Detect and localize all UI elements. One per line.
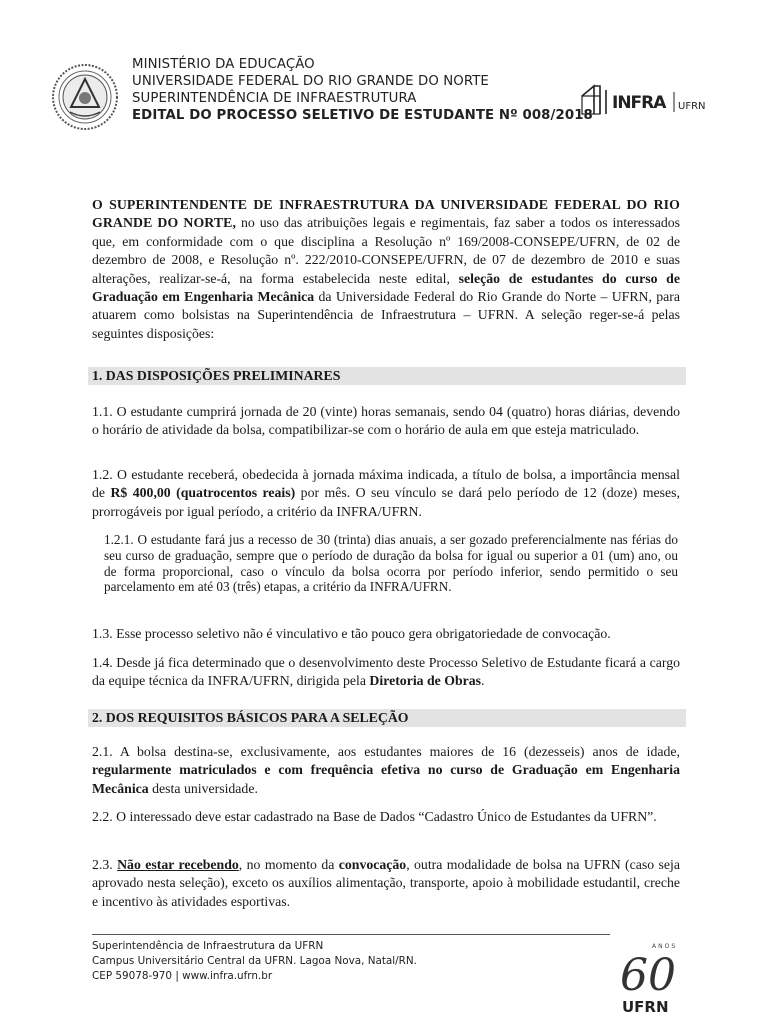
paragraph-2-3-not-receiving-underline: Não estar recebendo <box>117 857 239 872</box>
paragraph-1-1: 1.1. O estudante cumprirá jornada de 20 (vinte) horas semanais, sendo 04 (quatro) horas diárias, devendo o horário de atividade da bolsa, compatibilizar-se com o horário de aula em que esteja matriculado. <box>92 404 680 438</box>
intro-lead: O SUPERINTENDENTE DE INFRAESTRUTURA DA UNIVERSIDADE FEDERAL DO RIO GRANDE DO NORTE, <box>92 197 680 231</box>
paragraph-1-2 <box>92 466 680 521</box>
paragraph-1-4-text-a: 1.4. Desde já fica determinado que o desenvolvimento deste Processo Seletivo de Estudante ficará a cargo da equipe técnica da INFRA/UFRN, dirigida pela <box>92 655 680 689</box>
footer-line-2: Campus Universitário Central da UFRN. Lagoa Nova, Natal/RN. <box>92 955 417 967</box>
anos-label: ANOS <box>652 943 678 950</box>
paragraph-1-4-directorate: Diretoria de Obras <box>369 673 482 689</box>
paragraph-2-3-text-c: , no momento da <box>238 857 339 872</box>
paragraph-2-1-text-a: 2.1. A bolsa destina-se, exclusivamente, aos estudantes maiores de 16 (dezesseis) anos de idade, <box>92 744 680 759</box>
intro-text-1: no uso das atribuições legais e regimentais, faz saber a todos os interessados que, em conformidade com o que disciplina a Resolução nº 169/2008-CONSEPE/UFRN, de 02 de dezembro de 2008, e Resolução nº. 222/2010-CONSEPE/UFRN, de 07 de dezembro de 2010 e suas alterações, realizar-se-á, na forma estabelecida neste edital, <box>92 215 680 286</box>
paragraph-1-2-text-c: por mês. O seu vínculo se dará pelo período de 12 (doze) meses, prorrogáveis por igual período, a critério da INFRA/UFRN. <box>92 485 680 519</box>
infra-logo <box>580 82 712 118</box>
paragraph-2-3 <box>92 856 680 911</box>
header-ministry: MINISTÉRIO DA EDUCAÇÃO <box>132 57 315 72</box>
infra-logo-ufrn-text: UFRN <box>678 101 706 112</box>
paragraph-2-1 <box>92 743 680 798</box>
paragraph-2-1-text-c: desta universidade. <box>148 780 258 796</box>
section-2-title: 2. DOS REQUISITOS BÁSICOS PARA A SELEÇÃO <box>88 709 686 727</box>
document-header <box>50 56 710 136</box>
footer-divider <box>92 934 610 935</box>
paragraph-1-4-text-c: . <box>481 673 485 689</box>
ufrn-60-anos-logo <box>610 936 690 1018</box>
footer-address <box>92 939 417 984</box>
infra-logo-text: INFRA <box>612 93 666 113</box>
paragraph-1-2-text-a: 1.2. O estudante receberá, obedecida à jornada máxima indicada, a título de bolsa, a importância mensal de <box>92 467 680 501</box>
header-superintendency: SUPERINTENDÊNCIA DE INFRAESTRUTURA <box>132 91 417 106</box>
intro-bold-selection: seleção de estudantes do curso de Graduação em Engenharia Mecânica <box>92 270 680 305</box>
anos-ufrn: UFRN <box>622 998 669 1016</box>
paragraph-2-3-text-e: , outra modalidade de bolsa na UFRN (caso seja aprovado nesta seleção), exceto os auxílios alimentação, transporte, apoio à mobilidade estudantil, creche e incentivo às atividades esportivas. <box>92 857 680 909</box>
paragraph-1-2-1: 1.2.1. O estudante fará jus a recesso de 30 (trinta) dias anuais, a ser gozado preferencialmente nas férias do seu curso de graduação, sempre que o período de duração da bolsa for igual ou superior a 01 (um) ano, ou de forma proporcional, caso o vínculo da bolsa ocorra por período inferior, sendo permitido o seu parcelamento em até 03 (três) etapas, a critério da INFRA/UFRN. <box>104 532 678 595</box>
ufrn-seal-icon <box>50 62 120 132</box>
section-1-title: 1. DAS DISPOSIÇÕES PRELIMINARES <box>88 367 686 385</box>
header-university: UNIVERSIDADE FEDERAL DO RIO GRANDE DO NORTE <box>132 74 489 89</box>
header-edital-title: EDITAL DO PROCESSO SELETIVO DE ESTUDANTE Nº 008/2018 <box>132 108 593 123</box>
paragraph-1-3: 1.3. Esse processo seletivo não é vinculativo e tão pouco gera obrigatoriedade de convocação. <box>92 626 611 641</box>
paragraph-2-3-not-receiving <box>117 857 239 872</box>
intro-text-2: da Universidade Federal do Rio Grande do Norte – UFRN, para atuarem como bolsistas na Superintendência de Infraestrutura – UFRN. A seleção reger-se-á pelas seguintes disposições: <box>92 289 681 341</box>
footer-line-3: CEP 59078-970 | www.infra.ufrn.br <box>92 970 273 982</box>
paragraph-1-2-amount: R$ 400,00 (quatrocentos reais) <box>110 485 296 501</box>
paragraph-2-2: 2.2. O interessado deve estar cadastrado na Base de Dados “Cadastro Único de Estudantes da UFRN”. <box>92 809 657 824</box>
paragraph-2-3-text-a: 2.3. <box>92 857 118 872</box>
paragraph-1-4 <box>92 654 680 691</box>
anos-number: 60 <box>620 950 676 1001</box>
footer-line-1: Superintendência de Infraestrutura da UFRN <box>92 940 324 952</box>
paragraph-2-1-requirement: regularmente matriculados e com frequência efetiva no curso de Graduação em Engenharia Mecânica <box>92 762 680 796</box>
intro-paragraph <box>92 196 680 343</box>
paragraph-2-3-convocation: convocação <box>338 857 407 872</box>
